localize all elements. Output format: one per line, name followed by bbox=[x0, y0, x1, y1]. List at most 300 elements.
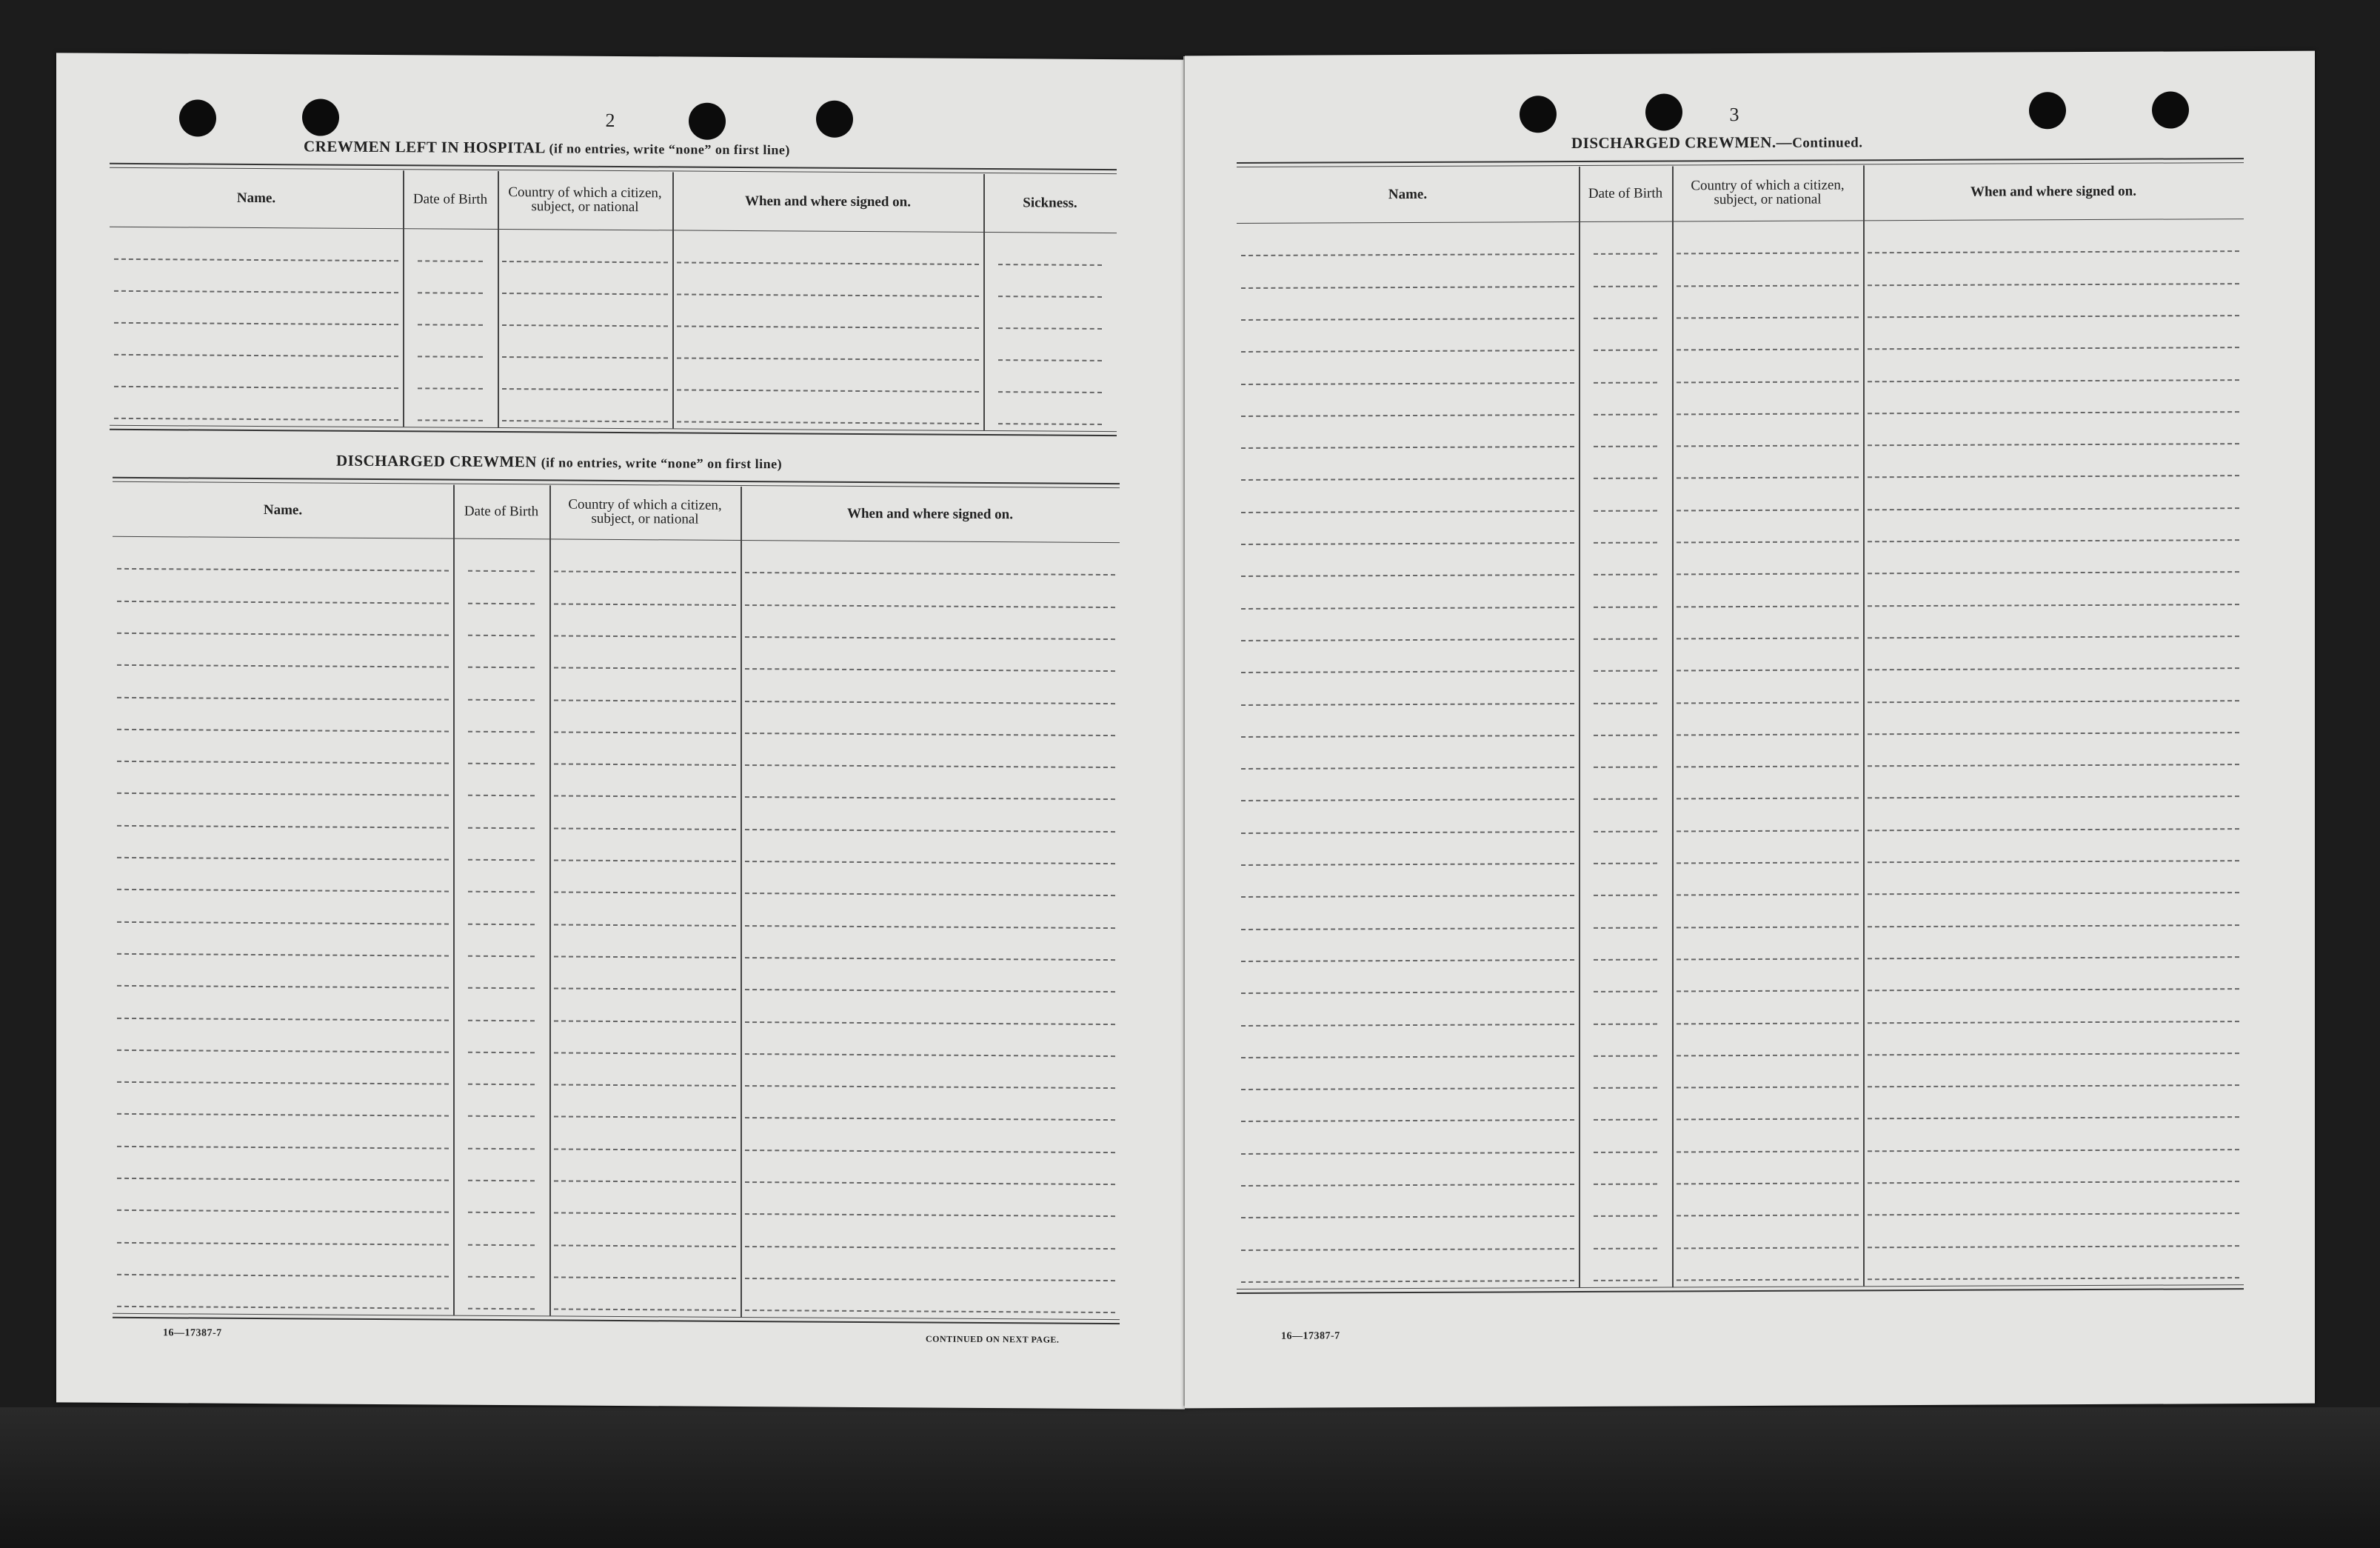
column-header: Country of which a citizen, subject, or national bbox=[568, 496, 722, 527]
entry-line bbox=[1868, 700, 2239, 703]
entry-line bbox=[1241, 286, 1574, 289]
column-header: Date of Birth bbox=[1588, 185, 1663, 201]
entry-line bbox=[117, 1050, 449, 1053]
entry-line bbox=[117, 825, 449, 829]
entry-line bbox=[1868, 1149, 2239, 1152]
column-header: Sickness. bbox=[1023, 194, 1077, 211]
entry-line bbox=[1241, 478, 1574, 481]
entry-line bbox=[468, 891, 535, 893]
entry-line bbox=[117, 696, 449, 700]
entry-line bbox=[117, 729, 449, 733]
entry-line bbox=[1677, 798, 1859, 800]
entry-line bbox=[468, 763, 535, 765]
entry-line bbox=[468, 987, 535, 990]
column-divider bbox=[983, 174, 985, 430]
entry-line bbox=[745, 733, 1115, 736]
entry-line bbox=[1594, 478, 1657, 479]
entry-line bbox=[468, 1147, 535, 1150]
entry-line bbox=[117, 985, 449, 989]
entry-line bbox=[502, 293, 668, 295]
page-number: 2 bbox=[605, 109, 615, 131]
entry-line bbox=[1241, 798, 1574, 801]
column-header: Name. bbox=[263, 501, 303, 518]
entry-line bbox=[117, 664, 449, 668]
entry-line bbox=[1677, 605, 1859, 607]
entry-line bbox=[1241, 927, 1574, 930]
entry-line bbox=[745, 989, 1115, 992]
entry-line bbox=[1677, 444, 1859, 447]
entry-line bbox=[998, 264, 1102, 266]
entry-line bbox=[1868, 571, 2239, 574]
entry-line bbox=[502, 356, 668, 358]
entry-line bbox=[677, 325, 979, 328]
entry-line bbox=[998, 327, 1102, 330]
continued-suffix-text: Continued. bbox=[1792, 135, 1863, 151]
entry-line bbox=[554, 1244, 736, 1247]
entry-line bbox=[117, 1210, 449, 1213]
discharged-instruction-text: (if no entries, write “none” on first line) bbox=[541, 455, 783, 472]
entry-line bbox=[1241, 670, 1574, 673]
entry-line bbox=[1241, 1152, 1574, 1155]
entry-line bbox=[117, 1178, 449, 1181]
entry-line bbox=[745, 1213, 1115, 1217]
entry-line bbox=[1868, 796, 2239, 799]
entry-line bbox=[1241, 1087, 1574, 1090]
entry-line bbox=[745, 1053, 1115, 1057]
entry-line bbox=[554, 764, 736, 767]
entry-line bbox=[554, 955, 736, 958]
entry-line bbox=[1241, 638, 1574, 641]
entry-line bbox=[1677, 253, 1859, 255]
entry-line bbox=[554, 699, 736, 702]
entry-line bbox=[1241, 735, 1574, 738]
entry-line bbox=[1677, 509, 1859, 511]
entry-line bbox=[554, 795, 736, 798]
entry-line bbox=[468, 859, 535, 861]
column-header: When and where signed on. bbox=[846, 505, 1013, 522]
entry-line bbox=[745, 1117, 1115, 1121]
hospital-instruction-text: (if no entries, write “none” on first line) bbox=[549, 141, 790, 158]
punch-hole bbox=[689, 103, 726, 140]
entry-line bbox=[998, 423, 1102, 425]
entry-line bbox=[468, 1180, 535, 1182]
entry-line bbox=[554, 731, 736, 734]
entry-line bbox=[745, 861, 1115, 864]
column-header: When and where signed on. bbox=[744, 193, 911, 210]
form-number: 16—17387-7 bbox=[1281, 1330, 1340, 1342]
entry-line bbox=[117, 600, 449, 604]
page-number: 3 bbox=[1729, 104, 1739, 126]
entry-line bbox=[418, 292, 483, 294]
entry-line bbox=[1868, 860, 2239, 863]
entry-line bbox=[117, 1306, 449, 1310]
entry-line bbox=[1594, 381, 1657, 383]
entry-line bbox=[745, 701, 1115, 704]
entry-line bbox=[745, 668, 1115, 672]
entry-line bbox=[1594, 446, 1657, 447]
entry-line bbox=[1241, 1119, 1574, 1122]
entry-line bbox=[1241, 542, 1574, 545]
entry-line bbox=[468, 827, 535, 829]
entry-line bbox=[418, 356, 483, 358]
entry-line bbox=[1241, 253, 1574, 256]
entry-line bbox=[1241, 1280, 1574, 1283]
entry-line bbox=[1594, 1023, 1657, 1024]
entry-line bbox=[1868, 1245, 2239, 1248]
entry-line bbox=[468, 955, 535, 958]
column-header: Date of Birth bbox=[464, 503, 539, 519]
entry-line bbox=[1868, 828, 2239, 831]
entry-line bbox=[1594, 895, 1657, 896]
entry-line bbox=[554, 924, 736, 927]
entry-line bbox=[1594, 574, 1657, 576]
entry-line bbox=[1677, 381, 1859, 383]
entry-line bbox=[1868, 379, 2239, 382]
entry-line bbox=[1677, 1022, 1859, 1024]
entry-line bbox=[1241, 414, 1574, 417]
entry-line bbox=[1594, 767, 1657, 768]
entry-line bbox=[117, 633, 449, 636]
punch-hole bbox=[2152, 91, 2189, 128]
column-divider bbox=[1863, 165, 1865, 1286]
entry-line bbox=[1594, 350, 1657, 351]
entry-line bbox=[1868, 476, 2239, 478]
entry-line bbox=[1677, 1086, 1859, 1088]
column-header: Date of Birth bbox=[412, 190, 488, 207]
entry-line bbox=[554, 667, 736, 670]
entry-line bbox=[1677, 349, 1859, 351]
entry-line bbox=[677, 421, 979, 424]
entry-line bbox=[745, 925, 1115, 929]
entry-line bbox=[1677, 1054, 1859, 1056]
entry-line bbox=[117, 1113, 449, 1117]
entry-line bbox=[1868, 539, 2239, 542]
right-page bbox=[1185, 51, 2315, 1409]
entry-line bbox=[468, 923, 535, 925]
entry-line bbox=[745, 604, 1115, 608]
entry-line bbox=[745, 957, 1115, 961]
entry-line bbox=[1677, 637, 1859, 639]
entry-line bbox=[554, 1180, 736, 1183]
entry-line bbox=[1594, 317, 1657, 318]
entry-line bbox=[1868, 956, 2239, 959]
column-header: Name. bbox=[236, 190, 276, 206]
entry-line bbox=[1868, 892, 2239, 895]
entry-line bbox=[1594, 1279, 1657, 1281]
column-header: Name. bbox=[1388, 186, 1428, 202]
entry-line bbox=[745, 796, 1115, 800]
entry-line bbox=[1594, 1215, 1657, 1217]
entry-line bbox=[1594, 285, 1657, 287]
entry-line bbox=[468, 1212, 535, 1214]
entry-line bbox=[502, 388, 668, 390]
entry-line bbox=[1241, 446, 1574, 449]
continued-title-text: DISCHARGED CREWMEN.— bbox=[1571, 133, 1793, 153]
entry-line bbox=[554, 1148, 736, 1151]
entry-line bbox=[1868, 604, 2239, 607]
entry-line bbox=[1241, 959, 1574, 962]
entry-line bbox=[1677, 701, 1859, 704]
entry-line bbox=[1677, 1215, 1859, 1217]
entry-line bbox=[117, 1274, 449, 1278]
entry-line bbox=[554, 1084, 736, 1087]
entry-line bbox=[114, 354, 398, 357]
hospital-section-title bbox=[304, 137, 790, 159]
left-page bbox=[56, 53, 1185, 1409]
entry-line bbox=[1868, 667, 2239, 670]
entry-line bbox=[554, 827, 736, 830]
punch-hole bbox=[302, 99, 339, 136]
entry-line bbox=[1677, 670, 1859, 672]
entry-line bbox=[1241, 991, 1574, 994]
column-divider bbox=[498, 171, 499, 427]
entry-line bbox=[554, 1116, 736, 1119]
entry-line bbox=[745, 764, 1115, 768]
column-divider bbox=[1672, 166, 1674, 1287]
discharged-title-text: DISCHARGED CREWMEN bbox=[336, 451, 537, 471]
entry-line bbox=[1868, 764, 2239, 767]
entry-line bbox=[1594, 606, 1657, 607]
entry-line bbox=[114, 322, 398, 325]
entry-line bbox=[1677, 541, 1859, 543]
entry-line bbox=[1677, 1118, 1859, 1121]
entry-line bbox=[117, 1017, 449, 1021]
entry-line bbox=[468, 1244, 535, 1246]
entry-line bbox=[418, 419, 483, 421]
entry-line bbox=[1594, 1055, 1657, 1056]
entry-line bbox=[998, 296, 1102, 298]
table-bottom-rule bbox=[1237, 1288, 2244, 1294]
entry-line bbox=[1677, 413, 1859, 415]
entry-line bbox=[1868, 250, 2239, 253]
entry-line bbox=[1677, 1150, 1859, 1152]
entry-line bbox=[1594, 927, 1657, 928]
entry-line bbox=[677, 357, 979, 360]
entry-line bbox=[1677, 861, 1859, 864]
entry-line bbox=[1677, 733, 1859, 735]
entry-line bbox=[1868, 1181, 2239, 1184]
entry-line bbox=[1241, 767, 1574, 770]
entry-line bbox=[502, 324, 668, 327]
entry-line bbox=[554, 1309, 736, 1312]
entry-line bbox=[117, 921, 449, 924]
entry-line bbox=[468, 1308, 535, 1310]
column-divider bbox=[672, 172, 674, 428]
entry-line bbox=[1868, 1277, 2239, 1280]
entry-line bbox=[1594, 991, 1657, 992]
entry-line bbox=[117, 953, 449, 957]
punch-hole bbox=[179, 99, 216, 136]
entry-line bbox=[1241, 895, 1574, 898]
entry-line bbox=[677, 293, 979, 296]
hospital-title-text: CREWMEN LEFT IN HOSPITAL bbox=[304, 137, 545, 157]
entry-line bbox=[468, 1084, 535, 1086]
entry-line bbox=[418, 387, 483, 390]
entry-line bbox=[1594, 638, 1657, 639]
entry-line bbox=[114, 418, 398, 421]
entry-line bbox=[117, 1081, 449, 1085]
entry-line bbox=[468, 795, 535, 797]
column-divider bbox=[403, 170, 404, 427]
entry-line bbox=[114, 258, 398, 261]
entry-line bbox=[1594, 413, 1657, 415]
entry-line bbox=[1594, 958, 1657, 960]
column-header: When and where signed on. bbox=[1970, 183, 2136, 200]
entry-line bbox=[554, 1276, 736, 1279]
entry-line bbox=[745, 1181, 1115, 1185]
entry-line bbox=[1868, 443, 2239, 446]
entry-line bbox=[502, 420, 668, 422]
entry-line bbox=[1677, 1278, 1859, 1281]
entry-line bbox=[1868, 1052, 2239, 1055]
entry-line bbox=[1241, 831, 1574, 834]
entry-line bbox=[1241, 1184, 1574, 1187]
entry-line bbox=[1241, 318, 1574, 321]
column-header: Country of which a citizen, subject, or national bbox=[1691, 177, 1845, 208]
entry-line bbox=[1594, 702, 1657, 704]
entry-line bbox=[1677, 990, 1859, 992]
entry-line bbox=[1241, 510, 1574, 513]
discharged-section-title bbox=[336, 452, 782, 473]
entry-line bbox=[117, 1241, 449, 1245]
entry-line bbox=[554, 892, 736, 895]
discharged-continued-title bbox=[1571, 133, 1862, 153]
punch-hole bbox=[816, 101, 853, 138]
entry-line bbox=[554, 859, 736, 862]
column-divider bbox=[453, 485, 455, 1315]
entry-line bbox=[1241, 1024, 1574, 1027]
scanner-backdrop bbox=[0, 1407, 2380, 1548]
punch-hole bbox=[1520, 96, 1557, 133]
entry-line bbox=[117, 793, 449, 796]
entry-line bbox=[114, 386, 398, 389]
entry-line bbox=[114, 290, 398, 293]
entry-line bbox=[1594, 253, 1657, 255]
column-header: Country of which a citizen, subject, or national bbox=[508, 184, 662, 216]
entry-line bbox=[1241, 863, 1574, 866]
entry-line bbox=[745, 1085, 1115, 1089]
entry-line bbox=[468, 1115, 535, 1118]
entry-line bbox=[1241, 382, 1574, 385]
entry-line bbox=[1594, 510, 1657, 511]
entry-line bbox=[1868, 283, 2239, 286]
entry-line bbox=[745, 1310, 1115, 1313]
entry-line bbox=[677, 261, 979, 264]
entry-line bbox=[1868, 1084, 2239, 1087]
entry-line bbox=[1677, 284, 1859, 287]
entry-line bbox=[554, 1020, 736, 1023]
entry-line bbox=[468, 1052, 535, 1054]
continued-note: CONTINUED ON NEXT PAGE. bbox=[926, 1333, 1060, 1345]
entry-line bbox=[554, 1212, 736, 1215]
column-divider bbox=[741, 487, 742, 1317]
entry-line bbox=[998, 359, 1102, 361]
entry-line bbox=[117, 857, 449, 861]
entry-line bbox=[1241, 1215, 1574, 1218]
entry-line bbox=[1677, 316, 1859, 318]
entry-line bbox=[745, 1278, 1115, 1281]
entry-line bbox=[468, 570, 535, 573]
entry-line bbox=[745, 1246, 1115, 1250]
entry-line bbox=[1868, 315, 2239, 318]
entry-line bbox=[1677, 894, 1859, 896]
punch-hole bbox=[2029, 92, 2066, 129]
entry-line bbox=[1677, 765, 1859, 767]
entry-line bbox=[1241, 1248, 1574, 1251]
entry-line bbox=[745, 1021, 1115, 1025]
entry-line bbox=[1868, 1212, 2239, 1215]
entry-line bbox=[468, 602, 535, 604]
entry-line bbox=[1594, 1247, 1657, 1249]
entry-line bbox=[418, 260, 483, 262]
entry-line bbox=[998, 391, 1102, 393]
entry-line bbox=[1868, 732, 2239, 735]
column-divider bbox=[1579, 167, 1580, 1287]
entry-line bbox=[1241, 607, 1574, 610]
entry-line bbox=[1868, 1021, 2239, 1024]
entry-line bbox=[1594, 1184, 1657, 1185]
entry-line bbox=[1677, 958, 1859, 960]
form-number: 16—17387-7 bbox=[163, 1327, 222, 1339]
entry-line bbox=[468, 1276, 535, 1278]
entry-line bbox=[745, 1150, 1115, 1153]
column-divider bbox=[549, 485, 551, 1315]
entry-line bbox=[554, 988, 736, 991]
entry-line bbox=[1868, 411, 2239, 414]
entry-line bbox=[1677, 830, 1859, 832]
entry-line bbox=[468, 731, 535, 733]
entry-line bbox=[468, 698, 535, 701]
entry-line bbox=[1594, 1119, 1657, 1121]
entry-line bbox=[1868, 507, 2239, 510]
entry-line bbox=[554, 1052, 736, 1055]
entry-line bbox=[1868, 347, 2239, 350]
entry-line bbox=[418, 324, 483, 326]
entry-line bbox=[1868, 635, 2239, 638]
entry-line bbox=[1594, 798, 1657, 800]
entry-line bbox=[1677, 1182, 1859, 1184]
entry-line bbox=[1594, 863, 1657, 864]
entry-line bbox=[1594, 830, 1657, 832]
entry-line bbox=[502, 261, 668, 263]
entry-line bbox=[1241, 350, 1574, 353]
entry-line bbox=[677, 389, 979, 392]
entry-line bbox=[1677, 477, 1859, 479]
punch-hole bbox=[1645, 93, 1682, 130]
entry-line bbox=[1241, 703, 1574, 706]
entry-line bbox=[468, 635, 535, 637]
entry-line bbox=[468, 1019, 535, 1021]
entry-line bbox=[1594, 1151, 1657, 1152]
entry-line bbox=[117, 1146, 449, 1150]
entry-line bbox=[117, 889, 449, 893]
entry-line bbox=[745, 572, 1115, 576]
entry-line bbox=[1868, 988, 2239, 991]
entry-line bbox=[1594, 734, 1657, 735]
entry-line bbox=[554, 635, 736, 638]
entry-line bbox=[1594, 1087, 1657, 1089]
entry-line bbox=[1677, 1247, 1859, 1249]
entry-line bbox=[1594, 542, 1657, 544]
entry-line bbox=[1677, 573, 1859, 576]
entry-line bbox=[554, 571, 736, 574]
entry-line bbox=[1868, 924, 2239, 927]
entry-line bbox=[117, 761, 449, 764]
entry-line bbox=[1594, 670, 1657, 672]
entry-line bbox=[745, 636, 1115, 640]
entry-line bbox=[468, 667, 535, 669]
entry-line bbox=[745, 829, 1115, 833]
